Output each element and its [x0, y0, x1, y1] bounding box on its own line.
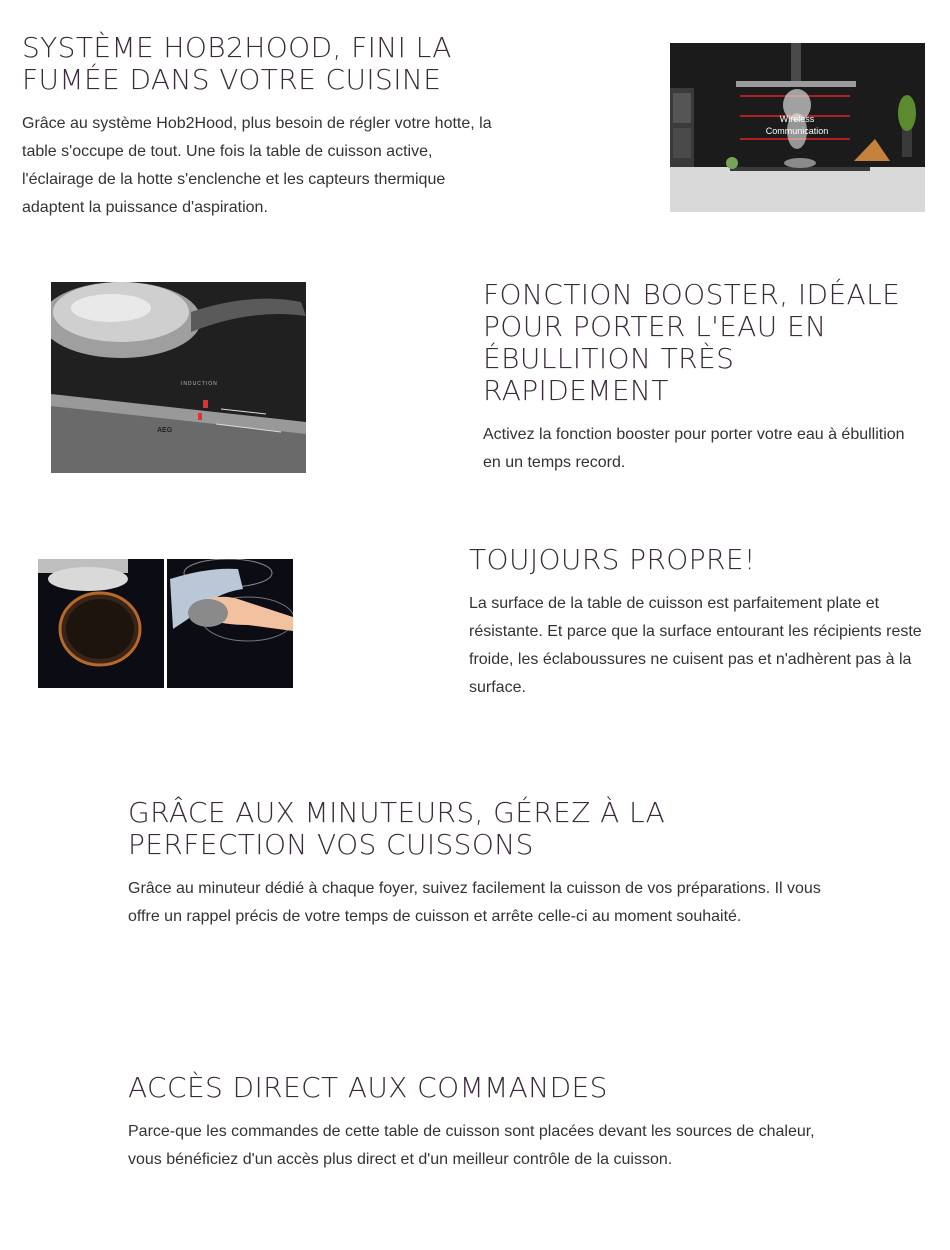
booster-hob-image	[51, 282, 306, 473]
section-title: GRÂCE AUX MINUTEURS, GÉREZ À LA PERFECTION VOS CUISSONS	[128, 796, 666, 861]
section-title: FONCTION BOOSTER, IDÉALE POUR PORTER L'EAU EN ÉBULLITION TRÈS RAPIDEMENT	[483, 278, 901, 407]
clean-surface-image	[38, 559, 293, 688]
section-body: Activez la fonction booster pour porter votre eau à ébullition en un temps record.	[483, 426, 905, 471]
section-title: SYSTÈME HOB2HOOD, FINI LA FUMÉE DANS VOTRE CUISINE	[22, 31, 452, 96]
section-booster	[483, 279, 923, 477]
image-label-line1: Wireless	[779, 114, 815, 124]
section-hob2hood	[22, 32, 492, 222]
section-body: Parce-que les commandes de cette table de cuisson sont placées devant les sources de chaleur, vous bénéficiez d'un accès plus direct et d'un meilleur contrôle de la cuisson.	[128, 1123, 815, 1168]
panel-label: INDUCTION	[181, 381, 218, 387]
hob2hood-kitchen-image	[670, 43, 925, 212]
section-controls	[128, 1072, 828, 1174]
section-title: TOUJOURS PROPRE!	[469, 543, 756, 576]
section-timers	[128, 797, 828, 931]
section-body: Grâce au système Hob2Hood, plus besoin de régler votre hotte, la table s'occupe de tout. Une fois la table de cuisson active, l'éclairage de la hotte s'enclenche et les capteurs thermique adaptent la puissance d'aspiration.	[22, 115, 492, 216]
section-clean	[469, 544, 929, 702]
section-body: Grâce au minuteur dédié à chaque foyer, suivez facilement la cuisson de vos préparations. Il vous offre un rappel précis de votre temps de cuisson et arrête celle-ci au moment souhaité.	[128, 880, 821, 925]
brand-logo: AEG	[157, 427, 173, 434]
section-body: La surface de la table de cuisson est parfaitement plate et résistante. Et parce que la surface entourant les récipients reste froide, les éclaboussures ne cuisent pas et n'adhèrent pas à la surface.	[469, 595, 922, 696]
image-label-line2: Communication	[765, 126, 829, 136]
section-title: ACCÈS DIRECT AUX COMMANDES	[128, 1071, 608, 1104]
